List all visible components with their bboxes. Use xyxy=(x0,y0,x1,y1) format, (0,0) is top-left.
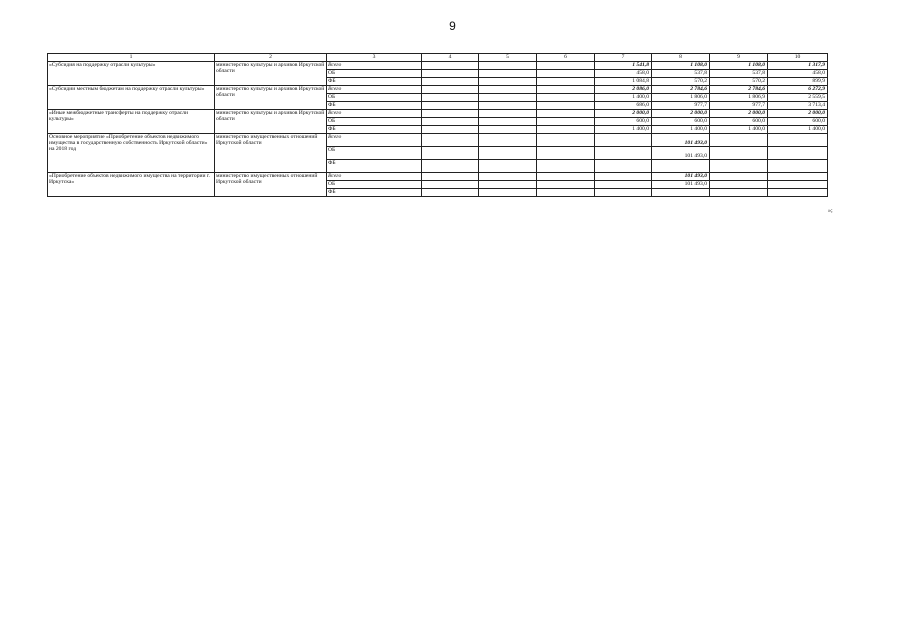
empty-cell xyxy=(537,102,595,110)
value-cell: 600,0 xyxy=(768,118,828,126)
header-cell: 1 xyxy=(48,54,215,62)
header-cell: 4 xyxy=(422,54,479,62)
empty-cell xyxy=(537,62,595,70)
value-cell xyxy=(710,189,768,197)
header-cell: 3 xyxy=(327,54,422,62)
header-cell: 5 xyxy=(479,54,537,62)
empty-cell xyxy=(537,173,595,181)
value-cell: 600,0 xyxy=(710,118,768,126)
page-number: 9 xyxy=(449,19,456,33)
measure-name: «Субсидии местным бюджетам на поддержку отрасли культуры» xyxy=(48,86,215,110)
header-cell: 8 xyxy=(652,54,710,62)
empty-cell xyxy=(479,110,537,118)
empty-cell xyxy=(422,147,479,160)
closing-quote-mark: »; xyxy=(828,208,833,214)
empty-cell xyxy=(479,62,537,70)
value-cell: 101 493,0 xyxy=(652,181,710,189)
empty-cell xyxy=(479,181,537,189)
source-label: ФБ xyxy=(327,189,422,197)
empty-cell xyxy=(422,173,479,181)
value-cell xyxy=(710,173,768,181)
empty-cell xyxy=(422,62,479,70)
executor-cell: министерство культуры и архивов Иркутской области xyxy=(215,86,327,110)
source-label: Всего xyxy=(327,62,422,70)
value-cell: 686,0 xyxy=(595,102,652,110)
empty-cell xyxy=(422,160,479,173)
value-cell xyxy=(768,134,828,147)
value-cell: 1 108,0 xyxy=(710,62,768,70)
value-cell: 6 272,9 xyxy=(768,86,828,94)
table-row xyxy=(48,62,828,70)
empty-cell xyxy=(537,147,595,160)
source-label: ОБ xyxy=(327,118,422,126)
value-cell: 977,7 xyxy=(652,102,710,110)
value-cell: 2 784,6 xyxy=(652,86,710,94)
value-cell xyxy=(595,160,652,173)
value-cell: 101 493,0 xyxy=(652,147,710,160)
value-cell: 570,2 xyxy=(710,78,768,86)
value-cell xyxy=(710,181,768,189)
empty-cell xyxy=(537,134,595,147)
empty-cell xyxy=(479,160,537,173)
value-cell xyxy=(710,134,768,147)
empty-cell xyxy=(479,70,537,78)
table-row xyxy=(48,134,828,147)
value-cell: 1 400,0 xyxy=(595,94,652,102)
empty-cell xyxy=(422,102,479,110)
source-label: ФБ xyxy=(327,126,422,134)
value-cell xyxy=(595,147,652,160)
empty-cell xyxy=(422,86,479,94)
executor-cell: министерство имущественных отношений Иркутской области xyxy=(215,134,327,173)
empty-cell xyxy=(422,118,479,126)
value-cell: 1 400,0 xyxy=(652,126,710,134)
empty-cell xyxy=(537,160,595,173)
value-cell: 3 713,4 xyxy=(768,102,828,110)
value-cell xyxy=(768,160,828,173)
measure-name: «Субсидия на поддержку отрасли культуры» xyxy=(48,62,215,86)
empty-cell xyxy=(479,126,537,134)
value-cell: 101 493,0 xyxy=(652,134,710,147)
measure-name: Основное мероприятие «Приобретение объектов недвижимого имущества в государственную собственность Иркутской области» на 2018 год xyxy=(48,134,215,173)
source-label: Всего xyxy=(327,110,422,118)
value-cell: 458,0 xyxy=(595,70,652,78)
value-cell xyxy=(768,189,828,197)
header-cell: 7 xyxy=(595,54,652,62)
empty-cell xyxy=(479,94,537,102)
header-cell: 9 xyxy=(710,54,768,62)
value-cell: 1 400,0 xyxy=(595,126,652,134)
table-row xyxy=(48,110,828,118)
source-label: Всего xyxy=(327,134,422,147)
executor-cell: министерство имущественных отношений Иркутской области xyxy=(215,173,327,197)
value-cell: 600,0 xyxy=(595,118,652,126)
empty-cell xyxy=(537,78,595,86)
value-cell: 2 000,0 xyxy=(768,110,828,118)
empty-cell xyxy=(537,70,595,78)
source-label: ОБ xyxy=(327,147,422,160)
value-cell xyxy=(768,147,828,160)
empty-cell xyxy=(422,94,479,102)
empty-cell xyxy=(479,102,537,110)
table-row xyxy=(48,86,828,94)
value-cell xyxy=(595,173,652,181)
empty-cell xyxy=(537,86,595,94)
value-cell xyxy=(652,189,710,197)
value-cell: 1 806,9 xyxy=(710,94,768,102)
budget-table xyxy=(47,53,828,197)
value-cell: 977,7 xyxy=(710,102,768,110)
empty-cell xyxy=(537,110,595,118)
value-cell: 1 317,9 xyxy=(768,62,828,70)
source-label: ФБ xyxy=(327,78,422,86)
empty-cell xyxy=(422,126,479,134)
value-cell: 1 084,8 xyxy=(595,78,652,86)
source-label: Всего xyxy=(327,173,422,181)
empty-cell xyxy=(422,134,479,147)
empty-cell xyxy=(537,181,595,189)
source-label: ОБ xyxy=(327,181,422,189)
empty-cell xyxy=(479,134,537,147)
value-cell: 101 493,0 xyxy=(652,173,710,181)
header-cell: 10 xyxy=(768,54,828,62)
empty-cell xyxy=(479,118,537,126)
value-cell: 1 400,0 xyxy=(768,126,828,134)
value-cell xyxy=(595,134,652,147)
empty-cell xyxy=(479,189,537,197)
empty-cell xyxy=(537,189,595,197)
executor-cell: министерство культуры и архивов Иркутской области xyxy=(215,110,327,134)
value-cell: 600,0 xyxy=(652,118,710,126)
empty-cell xyxy=(479,173,537,181)
executor-cell: министерство культуры и архивов Иркутской области xyxy=(215,62,327,86)
value-cell: 537,8 xyxy=(710,70,768,78)
value-cell: 458,0 xyxy=(768,70,828,78)
value-cell: 899,9 xyxy=(768,78,828,86)
value-cell xyxy=(595,189,652,197)
value-cell: 1 400,0 xyxy=(710,126,768,134)
empty-cell xyxy=(422,189,479,197)
empty-cell xyxy=(479,147,537,160)
header-cell: 6 xyxy=(537,54,595,62)
value-cell: 1 806,0 xyxy=(652,94,710,102)
value-cell: 570,2 xyxy=(652,78,710,86)
empty-cell xyxy=(422,110,479,118)
value-cell: 2 000,0 xyxy=(710,110,768,118)
measure-name: «Иные межбюджетные трансферты на поддержку отрасли культуры» xyxy=(48,110,215,134)
value-cell xyxy=(768,181,828,189)
measure-name: «Приобретение объектов недвижимого имущества на территории г. Иркутска» xyxy=(48,173,215,197)
empty-cell xyxy=(479,78,537,86)
value-cell: 1 541,8 xyxy=(595,62,652,70)
value-cell: 2 784,6 xyxy=(710,86,768,94)
value-cell: 1 108,0 xyxy=(652,62,710,70)
empty-cell xyxy=(422,181,479,189)
source-label: ФБ xyxy=(327,102,422,110)
source-label: Всего xyxy=(327,86,422,94)
empty-cell xyxy=(422,78,479,86)
value-cell xyxy=(768,173,828,181)
value-cell: 537,8 xyxy=(652,70,710,78)
value-cell xyxy=(710,147,768,160)
header-row xyxy=(48,54,828,62)
empty-cell xyxy=(422,70,479,78)
value-cell xyxy=(595,181,652,189)
source-label: ОБ xyxy=(327,94,422,102)
source-label: ФБ xyxy=(327,160,422,173)
header-cell: 2 xyxy=(215,54,327,62)
value-cell: 2 000,0 xyxy=(652,110,710,118)
value-cell xyxy=(652,160,710,173)
value-cell: 2 086,0 xyxy=(595,86,652,94)
value-cell: 2 000,0 xyxy=(595,110,652,118)
source-label: ОБ xyxy=(327,70,422,78)
empty-cell xyxy=(479,86,537,94)
empty-cell xyxy=(537,126,595,134)
empty-cell xyxy=(537,94,595,102)
empty-cell xyxy=(537,118,595,126)
value-cell xyxy=(710,160,768,173)
table-row xyxy=(48,173,828,181)
value-cell: 2 559,5 xyxy=(768,94,828,102)
